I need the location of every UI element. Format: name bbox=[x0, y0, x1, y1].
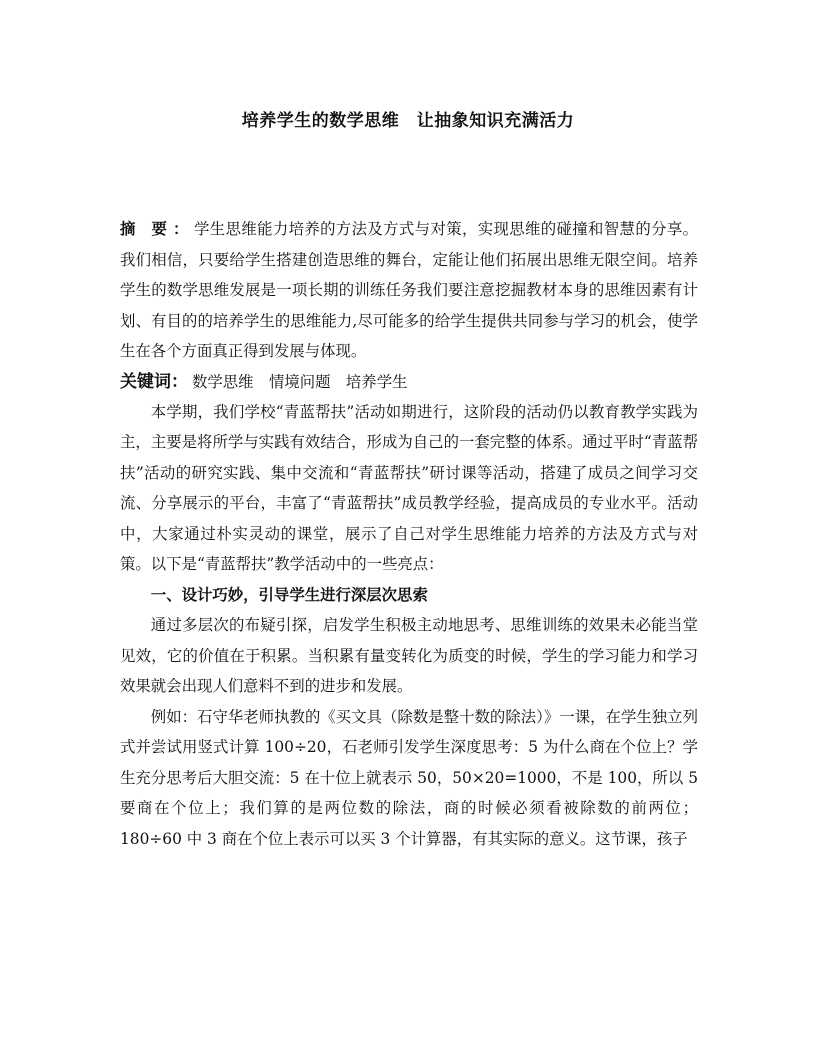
document-title: 培养学生的数学思维 让抽象知识充满活力 bbox=[241, 111, 575, 131]
section1-paragraph-1: 通过多层次的布疑引探，启发学生积极主动地思考、思维训练的效果未必能当堂见效，它的价值在于积累。当积累有量变转化为质变的时候，学生的学习能力和学习效果就会出现人们意料不到的进步和发展。 bbox=[120, 616, 698, 695]
keywords-value: 数学思维 情境问题 培养学生 bbox=[192, 372, 408, 391]
document-body bbox=[120, 214, 698, 854]
section1-paragraph-2: 例如：石守华老师执教的《买文具（除数是整十数的除法）》一课，在学生独立列式并尝试用竖式计算 100÷20，石老师引发学生深度思考：5 为什么商在个位上？学生充分思考后大胆交流：5 在十位上就表示 50，50×20=1000，不是 100，所以 5 要商在个位上；我们算的是两位数的除法，商的时候必须看被除数的前两位；180÷60 中 3 商在个位上表示可以买 3 个计算器，有其实际的意义。这节课，孩子 bbox=[120, 707, 698, 848]
abstract-paragraph bbox=[120, 214, 698, 367]
keywords-line bbox=[120, 367, 698, 397]
abstract-text: 学生思维能力培养的方法及方式与对策，实现思维的碰撞和智慧的分享。我们相信，只要给学生搭建创造思维的舞台，定能让他们拓展出思维无限空间。培养学生的数学思维发展是一项长期的训练任务我们要注意挖掘教材本身的思维因素有计划、有目的的培养学生的思维能力,尽可能多的给学生提供共同参与学习的机会，使学生在各个方面真正得到发展与体现。 bbox=[120, 220, 698, 360]
section-heading-1: 一、设计巧妙，引导学生进行深层次思索 bbox=[150, 585, 428, 604]
keywords-label: 关键词： bbox=[120, 371, 188, 392]
intro-paragraph: 本学期，我们学校“青蓝帮扶”活动如期进行，这阶段的活动仍以教育教学实践为主，主要是将所学与实践有效结合，形成为自己的一套完整的体系。通过平时“青蓝帮扶”活动的研究实践、集中交流和“青蓝帮扶”研讨课等活动，搭建了成员之间学习交流、分享展示的平台，丰富了“青蓝帮扶”成员教学经验，提高成员的专业水平。活动中，大家通过朴实灵动的课堂，展示了自己对学生思维能力培养的方法及方式与对策。以下是“青蓝帮扶”教学活动中的一些亮点： bbox=[120, 402, 698, 573]
abstract-label: 摘 要 ： bbox=[120, 220, 189, 238]
